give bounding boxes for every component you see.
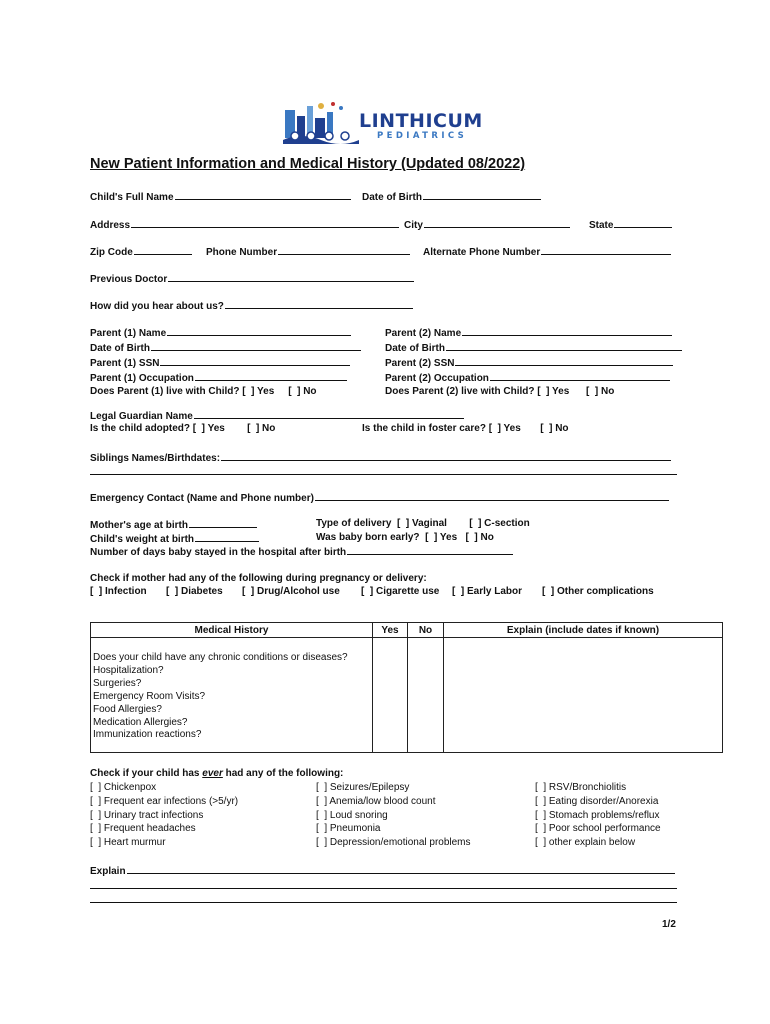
address-label: Address — [90, 218, 400, 231]
medical-history-table — [90, 622, 723, 753]
cond-depression[interactable]: [ ] Depression/emotional problems — [316, 837, 471, 849]
history-explain-cell[interactable] — [444, 638, 723, 753]
history-yes-cell[interactable] — [373, 638, 408, 753]
city-label: City — [404, 218, 571, 231]
adopted-checkbox[interactable]: Is the child adopted? [ ] Yes [ ] No — [90, 423, 276, 434]
pregnancy-heading: Check if mother had any of the following during pregnancy or delivery: — [90, 573, 427, 584]
history-q-immunization: Immunization reactions? — [93, 729, 202, 741]
weight-label: Child's weight at birth — [90, 532, 260, 545]
phone-label: Phone Number — [206, 245, 411, 258]
days-label: Number of days baby stayed in the hospital after birth — [90, 545, 514, 558]
explain-field[interactable] — [127, 864, 675, 874]
p2-occ-field[interactable] — [490, 371, 670, 381]
conditions-col-1 — [90, 781, 238, 850]
conditions-col-3 — [535, 781, 661, 850]
history-questions — [91, 638, 373, 753]
p1-name-field[interactable] — [167, 326, 351, 336]
delivery-checkbox[interactable]: Type of delivery [ ] Vaginal [ ] C-section — [316, 518, 530, 529]
weight-field[interactable] — [195, 532, 259, 542]
cond-stomach[interactable]: [ ] Stomach problems/reflux — [535, 809, 660, 821]
p1-dob-field[interactable] — [151, 341, 361, 351]
city-field[interactable] — [424, 218, 570, 228]
table-header-row — [91, 623, 723, 638]
p1-occ-field[interactable] — [195, 371, 347, 381]
early-checkbox[interactable]: Was baby born early? [ ] Yes [ ] No — [316, 532, 494, 543]
cond-snoring[interactable]: [ ] Loud snoring — [316, 809, 388, 821]
conditions-heading: Check if your child has ever had any of the following: — [90, 768, 344, 779]
emergency-field[interactable] — [315, 491, 669, 501]
p2-dob-field[interactable] — [446, 341, 682, 351]
guardian-field[interactable] — [194, 409, 464, 419]
cond-rsv[interactable]: [ ] RSV/Bronchiolitis — [535, 782, 627, 793]
zip-label: Zip Code — [90, 245, 193, 258]
explain-label: Explain — [90, 864, 676, 877]
pregnancy-early-labor[interactable]: [ ] Early Labor — [452, 586, 523, 597]
pregnancy-infection[interactable]: [ ] Infection — [90, 586, 147, 597]
p1-live-checkbox[interactable]: Does Parent (1) live with Child? [ ] Yes [ ] No — [90, 385, 317, 397]
table-row — [91, 638, 723, 753]
history-q-medication-allergies: Medication Allergies? — [93, 716, 188, 728]
history-q-food-allergies: Food Allergies? — [93, 703, 162, 715]
hear-field[interactable] — [225, 299, 413, 309]
cond-uti[interactable]: [ ] Urinary tract infections — [90, 809, 204, 821]
logo-name: LINTHICUM — [359, 110, 483, 132]
cond-ear-infections[interactable]: [ ] Frequent ear infections (>5/yr) — [90, 795, 239, 807]
history-q-hospitalization: Hospitalization? — [93, 664, 164, 676]
history-q-chronic: Does your child have any chronic conditions or diseases? — [93, 652, 348, 663]
page-number: 1/2 — [662, 919, 676, 930]
history-no-cell[interactable] — [408, 638, 444, 753]
parent1-block: Parent (1) Name Date of Birth Parent (1) SSN Parent (1) Occupation Does Parent (1) live with Child? [ ] Yes [ ] No — [90, 326, 362, 399]
col-explain: Explain (include dates if known) — [444, 623, 723, 638]
emergency-label: Emergency Contact (Name and Phone number) — [90, 491, 670, 504]
prev-doctor-label: Previous Doctor — [90, 272, 415, 285]
pregnancy-diabetes[interactable]: [ ] Diabetes — [166, 586, 223, 597]
col-yes: Yes — [373, 623, 408, 638]
address-field[interactable] — [131, 218, 399, 228]
cond-other[interactable]: [ ] other explain below — [535, 837, 636, 849]
mother-age-field[interactable] — [189, 518, 257, 528]
siblings-line-2[interactable] — [90, 474, 677, 475]
cond-anemia[interactable]: [ ] Anemia/low blood count — [316, 795, 436, 807]
p1-ssn-field[interactable] — [160, 356, 350, 366]
child-name-field[interactable] — [175, 190, 351, 200]
hear-label: How did you hear about us? — [90, 299, 414, 312]
dob-label: Date of Birth — [362, 190, 542, 203]
mother-age-label: Mother's age at birth — [90, 518, 258, 531]
siblings-label: Siblings Names/Birthdates: — [90, 451, 672, 464]
cond-eating-disorder[interactable]: [ ] Eating disorder/Anorexia — [535, 795, 659, 807]
p2-live-checkbox[interactable]: Does Parent (2) live with Child? [ ] Yes [ ] No — [385, 385, 615, 397]
phone-field[interactable] — [278, 245, 410, 255]
parent2-block: Parent (2) Name Date of Birth Parent (2) SSN Parent (2) Occupation Does Parent (2) live with Child? [ ] Yes [ ] No — [385, 326, 683, 399]
pregnancy-cigarette[interactable]: [ ] Cigarette use — [361, 586, 440, 597]
foster-checkbox[interactable]: Is the child in foster care? [ ] Yes [ ] No — [362, 423, 569, 434]
cond-chickenpox[interactable]: [ ] Chickenpox — [90, 782, 157, 793]
siblings-field[interactable] — [221, 451, 671, 461]
cond-pneumonia[interactable]: [ ] Pneumonia — [316, 823, 381, 835]
history-q-er-visits: Emergency Room Visits? — [93, 690, 206, 702]
dob-field[interactable] — [423, 190, 541, 200]
clinic-logo — [281, 98, 496, 148]
cond-seizures[interactable]: [ ] Seizures/Epilepsy — [316, 782, 410, 793]
explain-line-2[interactable] — [90, 888, 677, 889]
page-title: New Patient Information and Medical History (Updated 08/2022) — [90, 156, 526, 172]
state-field[interactable] — [614, 218, 672, 228]
p2-name-field[interactable] — [462, 326, 672, 336]
child-name-label: Child's Full Name — [90, 190, 352, 203]
alt-phone-label: Alternate Phone Number — [423, 245, 672, 258]
prev-doctor-field[interactable] — [168, 272, 414, 282]
cond-heart-murmur[interactable]: [ ] Heart murmur — [90, 837, 166, 849]
logo-subname: PEDIATRICS — [377, 131, 468, 141]
state-label: State — [589, 218, 673, 231]
col-medical-history: Medical History — [91, 623, 373, 638]
explain-line-3[interactable] — [90, 902, 677, 903]
pregnancy-drug-alcohol[interactable]: [ ] Drug/Alcohol use — [242, 586, 340, 597]
alt-phone-field[interactable] — [541, 245, 671, 255]
logo-graphic-icon — [281, 98, 361, 148]
history-q-surgeries: Surgeries? — [93, 677, 142, 689]
pregnancy-other[interactable]: [ ] Other complications — [542, 586, 654, 597]
guardian-label: Legal Guardian Name — [90, 409, 465, 422]
cond-school[interactable]: [ ] Poor school performance — [535, 823, 661, 835]
p2-ssn-field[interactable] — [455, 356, 673, 366]
col-no: No — [408, 623, 444, 638]
cond-headaches[interactable]: [ ] Frequent headaches — [90, 823, 196, 835]
conditions-col-2 — [316, 781, 471, 850]
days-field[interactable] — [347, 545, 513, 555]
zip-field[interactable] — [134, 245, 192, 255]
